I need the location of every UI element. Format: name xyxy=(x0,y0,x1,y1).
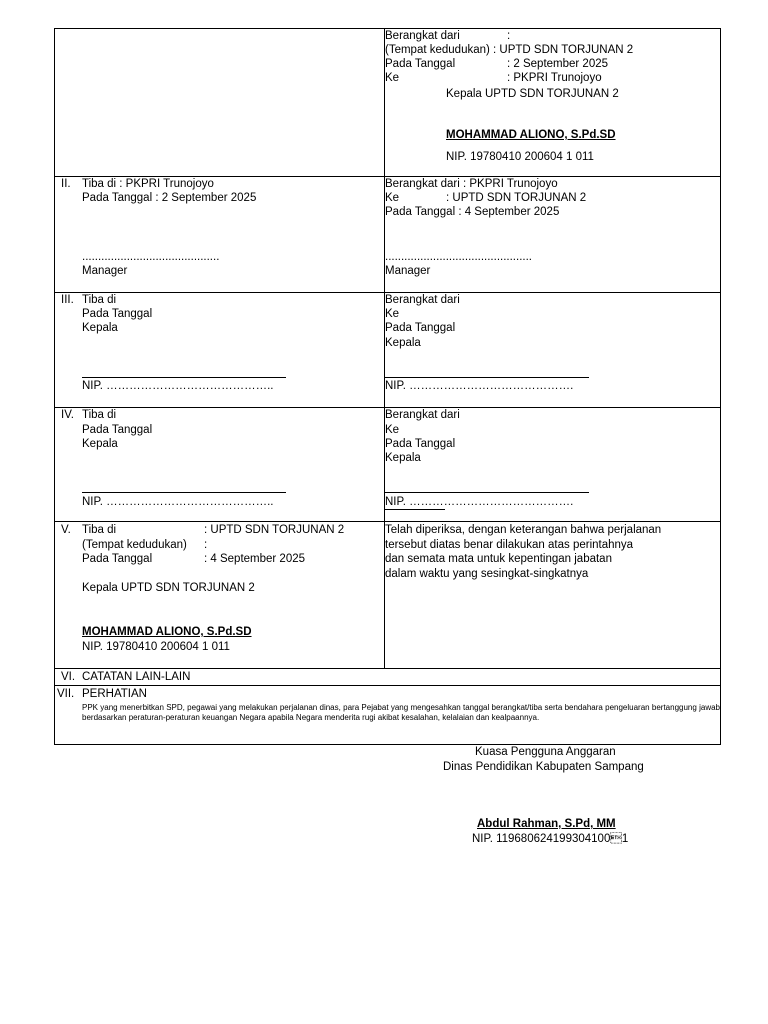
signature-dots: .............................................. xyxy=(385,251,532,263)
berangkat-label: Berangkat dari xyxy=(385,30,460,42)
signer-name: MOHAMMAD ALIONO, S.Pd.SD xyxy=(82,626,252,638)
kepala-title: Kepala UPTD SDN TORJUNAN 2 xyxy=(82,582,255,594)
ke-label: Ke xyxy=(385,424,400,436)
section-number: V. xyxy=(61,524,71,536)
pada-tanggal: Pada Tanggal xyxy=(385,322,456,334)
kpa-title: Kuasa Pengguna Anggaran xyxy=(475,746,616,758)
kepala-label: Kepala xyxy=(82,322,118,334)
statement-line: dalam waktu yang sesingkat-singkatnya xyxy=(385,568,589,580)
statement-line: Telah diperiksa, dengan keterangan bahwa perjalanan xyxy=(385,524,662,536)
tempat-value: : xyxy=(204,539,208,551)
statement-line: tersebut diatas benar dilakukan atas perintahnya xyxy=(385,539,634,551)
ke-label: Ke xyxy=(385,308,400,320)
tanggal-value: : 2 September 2025 xyxy=(507,58,609,70)
berangkat-dari: Berangkat dari xyxy=(385,409,460,421)
signature-line xyxy=(385,492,589,493)
tiba-value: : UPTD SDN TORJUNAN 2 xyxy=(204,524,345,536)
kpa-name: Abdul Rahman, S.Pd, MM xyxy=(477,818,616,830)
tanggal-label: Pada Tanggal xyxy=(385,58,456,70)
section-number: IV. xyxy=(61,409,75,421)
tempat-kedudukan-line: (Tempat kedudukan) : UPTD SDN TORJUNAN 2 xyxy=(385,44,634,56)
pada-tanggal: Pada Tanggal xyxy=(385,438,456,450)
kepala-label: Kepala xyxy=(385,337,421,349)
nip-label: NIP. ……………………………………. xyxy=(385,380,574,392)
ke-value: : UPTD SDN TORJUNAN 2 xyxy=(446,192,587,204)
signer-nip: NIP. 19780410 200604 1 011 xyxy=(82,641,230,653)
berangkat-colon: : xyxy=(507,30,511,42)
pada-tanggal: Pada Tanggal xyxy=(82,308,153,320)
signer-name: MOHAMMAD ALIONO, S.Pd.SD xyxy=(446,129,616,141)
tanggal-value: : 4 September 2025 xyxy=(204,553,306,565)
signature-line xyxy=(385,377,589,378)
ke-value: : PKPRI Trunojoyo xyxy=(507,72,602,84)
signature-line xyxy=(82,377,286,378)
row-line xyxy=(54,521,721,522)
berangkat-dari: Berangkat dari xyxy=(385,294,460,306)
section-number: VII. xyxy=(57,688,75,700)
ke-label: Ke xyxy=(385,72,400,84)
catatan-label: CATATAN LAIN-LAIN xyxy=(82,671,191,683)
row-line xyxy=(54,668,721,669)
pada-tanggal: Pada Tanggal : 4 September 2025 xyxy=(385,206,560,218)
berangkat-dari: Berangkat dari : PKPRI Trunojoyo xyxy=(385,178,558,190)
section-number: III. xyxy=(61,294,74,306)
pada-tanggal: Pada Tanggal : 2 September 2025 xyxy=(82,192,257,204)
perhatian-label: PERHATIAN xyxy=(82,688,147,700)
nip-label: NIP. ……………………………………. xyxy=(385,496,574,508)
tiba-label: Tiba di xyxy=(82,524,117,536)
signature-line xyxy=(82,492,286,493)
nip-label: NIP. …………………………………….. xyxy=(82,380,274,392)
section-number: VI. xyxy=(61,671,76,683)
tiba-di: Tiba di : PKPRI Trunojoyo xyxy=(82,178,214,190)
tiba-di: Tiba di xyxy=(82,409,117,421)
ke-label: Ke xyxy=(385,192,400,204)
kpa-nip: NIP. 1196806241993041001 xyxy=(472,833,629,845)
kepala-label: Kepala xyxy=(82,438,118,450)
tanggal-label: Pada Tanggal xyxy=(82,553,153,565)
kepala-label: Kepala xyxy=(385,452,421,464)
tempat-label: (Tempat kedudukan) xyxy=(82,539,187,551)
kpa-office: Dinas Pendidikan Kabupaten Sampang xyxy=(443,761,644,773)
kepala-title: Kepala UPTD SDN TORJUNAN 2 xyxy=(446,88,619,100)
signer-nip: NIP. 19780410 200604 1 011 xyxy=(446,151,594,163)
nip-label: NIP. …………………………………….. xyxy=(82,496,274,508)
nip-underline xyxy=(385,509,445,510)
signature-dots: ........................................... xyxy=(82,251,220,263)
perhatian-note: PPK yang menerbitkan SPD, pegawai yang melakukan perjalanan dinas, para Pejabat yang mengesahkan tanggal berangkat/tiba serta bendahara pengeluaran bertanggung jawab berdasarkan peraturan-peraturan keuangan Negara apabila Negara menderita rugi akibat kesalahan, kelalaian dan kealpaannya. xyxy=(82,703,720,722)
manager-label: Manager xyxy=(385,265,431,277)
row-line xyxy=(54,685,721,686)
section-number: II. xyxy=(61,178,71,190)
pada-tanggal: Pada Tanggal xyxy=(82,424,153,436)
statement-line: dan semata mata untuk kepentingan jabatan xyxy=(385,553,612,565)
manager-label: Manager xyxy=(82,265,128,277)
tiba-di: Tiba di xyxy=(82,294,117,306)
